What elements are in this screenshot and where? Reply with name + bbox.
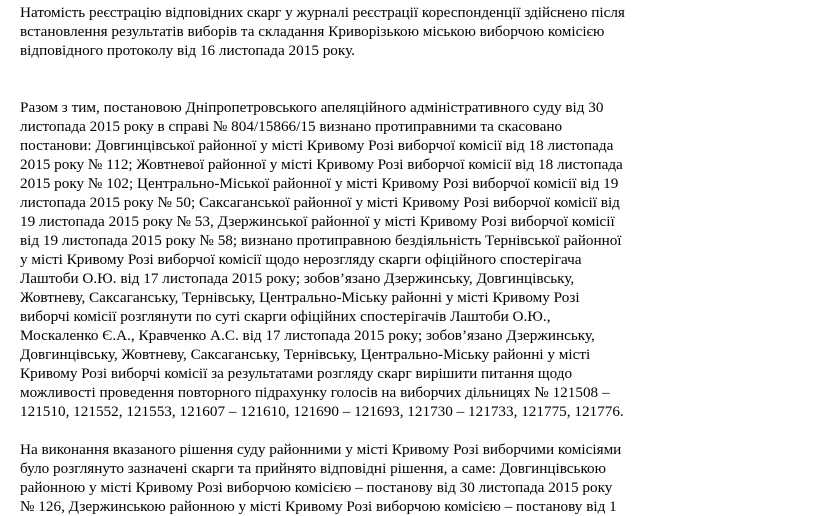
text-line: встановлення результатів виборів та складання Криворізькою міською виборчою комісією <box>20 23 605 40</box>
text-line: у місті Кривому Розі виборчої комісії щодо нерозгляду скарги офіційного спостерігача <box>20 251 582 268</box>
text-line: 2015 року № 112; Жовтневої районної у місті Кривому Розі виборчої комісії від 18 листопада <box>20 156 623 173</box>
text-line: листопада 2015 року в справі № 804/15866/15 визнано протиправними та скасовано <box>20 118 563 135</box>
text-line: листопада 2015 року № 50; Саксаганської районної у місті Кривому Розі виборчої комісії від <box>20 194 620 211</box>
paragraph-court-execution <box>20 440 621 516</box>
text-line: На виконання вказаного рішення суду районними у місті Кривому Розі виборчими комісіями <box>20 441 622 458</box>
text-line: від 19 листопада 2015 року № 58; визнано протиправною бездіяльність Тернівської районної <box>20 232 622 249</box>
text-line: 19 листопада 2015 року № 53, Дзержинської районної у місті Кривому Розі виборчої комісії <box>20 213 615 230</box>
text-line: 121510, 121552, 121553, 121607 – 121610, 121690 – 121693, 121730 – 121733, 121775, 121776. <box>20 403 624 420</box>
text-line: Натомість реєстрацію відповідних скарг у журналі реєстрації кореспонденції здійснено після <box>20 4 625 21</box>
text-line: районною у місті Кривому Розі виборчою комісією – постанову від 30 листопада 2015 року <box>20 479 613 496</box>
text-line: відповідного протоколу від 16 листопада 2015 року. <box>20 42 355 59</box>
text-line: постанови: Довгинцівської районної у місті Кривому Розі виборчої комісії від 18 листопада <box>20 137 614 154</box>
text-line: Кривому Розі виборчі комісії за результатами розгляду скарг вирішити питання щодо <box>20 365 573 382</box>
paragraph-court-ruling <box>20 98 624 421</box>
text-line: було розглянуто зазначені скарги та прийнято відповідні рішення, а саме: Довгинцівською <box>20 460 606 477</box>
text-line: можливості проведення повторного підрахунку голосів на виборчих дільницях № 121508 – <box>20 384 610 401</box>
text-line: 2015 року № 102; Центрально-Міської районної у місті Кривому Розі виборчої комісії від 19 <box>20 175 619 192</box>
paragraph-registration <box>20 3 625 60</box>
text-line: Разом з тим, постановою Дніпропетровського апеляційного адміністративного суду від 30 <box>20 99 604 116</box>
text-line: Москаленко Є.А., Кравченко А.С. від 17 листопада 2015 року; зобов’язано Дзержинську, <box>20 327 595 344</box>
text-line: № 126, Дзержинською районною у місті Кривому Розі виборчою комісією – постанову від 1 <box>20 498 617 515</box>
text-line: Жовтневу, Саксаганську, Тернівську, Центрально-Міську районні у місті Кривому Розі <box>20 289 580 306</box>
text-line: Лаштоби О.Ю. від 17 листопада 2015 року; зобов’язано Дзержинську, Довгинцівську, <box>20 270 575 287</box>
text-line: виборчі комісії розглянути по суті скарги офіційних спостерігачів Лаштоби О.Ю., <box>20 308 551 325</box>
text-line: Довгинцівську, Жовтневу, Саксаганську, Тернівську, Центрально-Міську районні у місті <box>20 346 591 363</box>
